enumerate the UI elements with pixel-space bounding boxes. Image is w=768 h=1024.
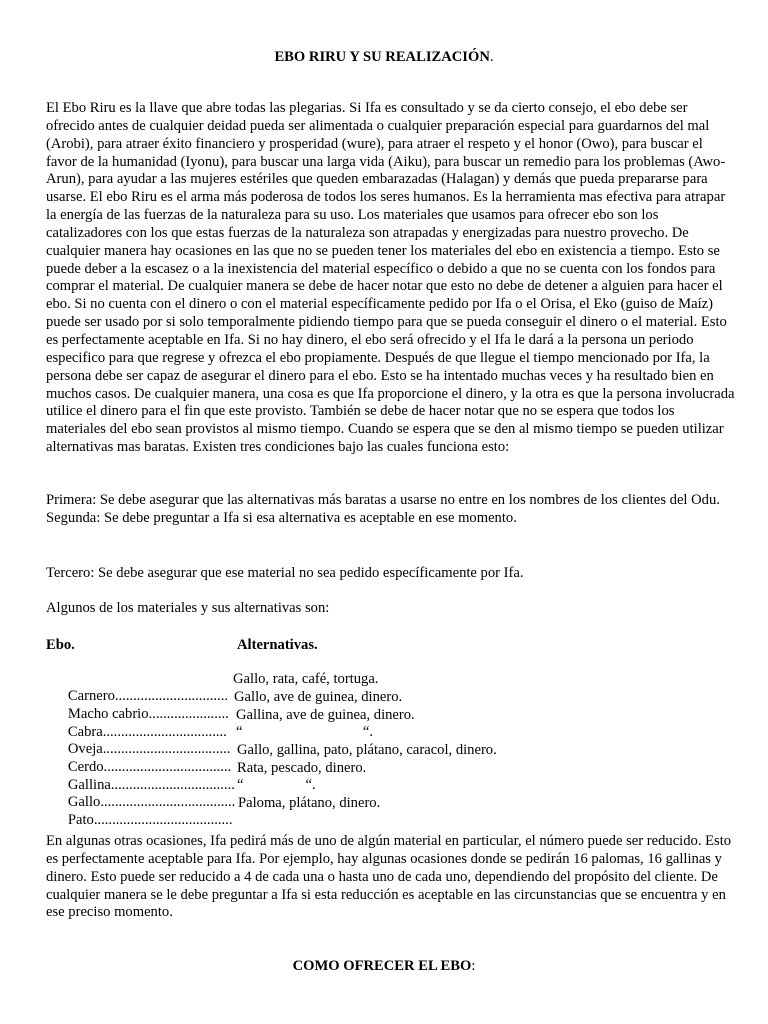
table-row-item: Carnero............................... bbox=[67, 688, 228, 705]
condition-tercero: Tercero: Se debe asegurar que ese material no sea pedido específicamente por Ifa. bbox=[46, 565, 524, 581]
condition-primera: Primera: Se debe asegurar que las alternativas más baratas a usarse no entre en los nombres de los clientes del Odu. bbox=[46, 492, 720, 508]
document-title bbox=[0, 48, 768, 66]
table-row-alternative: Gallo, ave de guinea, dinero. bbox=[234, 689, 403, 705]
condition-segunda: Segunda: Se debe preguntar a Ifa si esa alternativa es aceptable en ese momento. bbox=[46, 509, 517, 526]
table-row-alternative: Rata, pescado, dinero. bbox=[237, 760, 367, 776]
table-row-item: Pato...................................... bbox=[67, 812, 233, 829]
table-row-alternative: Paloma, plátano, dinero. bbox=[238, 795, 381, 811]
table-row-item: Gallina.................................. bbox=[67, 777, 235, 794]
table-row-item: Cerdo................................... bbox=[67, 759, 232, 776]
table-row-alternative: Gallina, ave de guinea, dinero. bbox=[236, 707, 415, 723]
table-header-alternativas: Alternativas. bbox=[237, 637, 318, 653]
table-row-item: Macho cabrio...................... bbox=[67, 706, 229, 723]
section-title bbox=[0, 957, 768, 975]
table-row-alternative: “ “. bbox=[237, 777, 316, 793]
table-row-alternative: Gallo, rata, café, tortuga. bbox=[233, 671, 379, 687]
section-title-trail: : bbox=[471, 958, 476, 974]
table-row-alternative: Gallo, gallina, pato, plátano, caracol, dinero. bbox=[237, 742, 497, 758]
table-row-item: Gallo..................................... bbox=[67, 794, 236, 811]
intro-paragraph: El Ebo Riru es la llave que abre todas las plegarias. Si Ifa es consultado y se da cierto consejo, el ebo debe ser ofrecido antes de cualquier deidad pueda ser alimentada o cualquier preparación especial para guardarnos del mal (Arobi), para atraer éxito financiero y prosperidad (wure), para atraer el respeto y el honor (Owo), para buscar el favor de la humanidad (Iyonu), para buscar una larga vida (Aiku), para buscar un remedio para los problemas (Awo-Arun), para ayudar a las mujeres estériles que queden embarazadas (Halagan) y demás que pueda prepararse para usarse. El ebo Riru es el arma más poderosa de todos los seres humanos. Es la herramienta mas efectiva para atrapar la energía de las fuerzas de la naturaleza para su uso. Los materiales que usamos para ofrecer ebo son los catalizadores con los que estas fuerzas de la naturaleza son atrapadas y energizadas para nuestro provecho. De cualquier manera hay ocasiones en las que no se pueden tener los materiales del ebo en existencia a tiempo. Esto se puede deber a la escasez o a la inexistencia del material específico o debido a que no se cuenta con los fondos para comprar el material. De cualquier manera se debe de hacer notar que esto no debe de detener a alguien para hacer el ebo. Si no cuenta con el dinero o con el material específicamente pedido por Ifa o el Orisa, el Eko (guiso de Maíz) puede ser usado por si solo temporalmente pidiendo tiempo para que se pueda conseguir el dinero o el material. Esto es perfectamente aceptable en Ifa. Si no hay dinero, el ebo será ofrecido y el Ifa le dará a la persona un periodo especifico para que regrese y ofrezca el ebo propiamente. Después de que llegue el tiempo mencionado por Ifa, la persona debe ser capaz de asegurar el dinero para el ebo. Esto se ha intentado muchas veces y ha resultado bien en muchos casos. De cualquier manera, una cosa es que Ifa proporcione el dinero, y la otra es que la persona involucrada utilice el dinero para el fin que este provisto. También se debe de hacer notar que no se espera que todos los materiales del ebo sean provistos al mismo tiempo. Cuando se espera que se den al mismo tiempo se pueden utilizar alternativas mas baratas. Existen tres condiciones bajo las cuales funciona esto: bbox=[46, 100, 735, 456]
conditions-block bbox=[46, 492, 736, 528]
table-row-item: Cabra.................................. bbox=[67, 724, 227, 741]
section-title-text: COMO OFRECER EL EBO bbox=[292, 958, 472, 974]
document-title-trail: . bbox=[489, 49, 494, 65]
table-row-item: Oveja................................... bbox=[67, 741, 231, 758]
table-row-alternative: “ “. bbox=[236, 724, 374, 740]
table-header-ebo: Ebo. bbox=[46, 637, 75, 653]
document-title-text: EBO RIRU Y SU REALIZACIÓN bbox=[274, 49, 490, 65]
materials-intro: Algunos de los materiales y sus alternativas son: bbox=[46, 600, 330, 616]
closing-paragraph: En algunas otras ocasiones, Ifa pedirá más de uno de algún material en particular, el número puede ser reducido. Esto es perfectamente aceptable para Ifa. Por ejemplo, hay algunas ocasiones donde se pedirán 16 palomas, 16 gallinas y dinero. Esto puede ser reducido a 4 de cada una o hasta uno de cada uno, dependiendo del propósito del cliente. De cualquier manera se le debe preguntar a Ifa si esta reducción es aceptable en las circunstancias que se encuentra y en ese preciso momento. bbox=[46, 833, 732, 921]
